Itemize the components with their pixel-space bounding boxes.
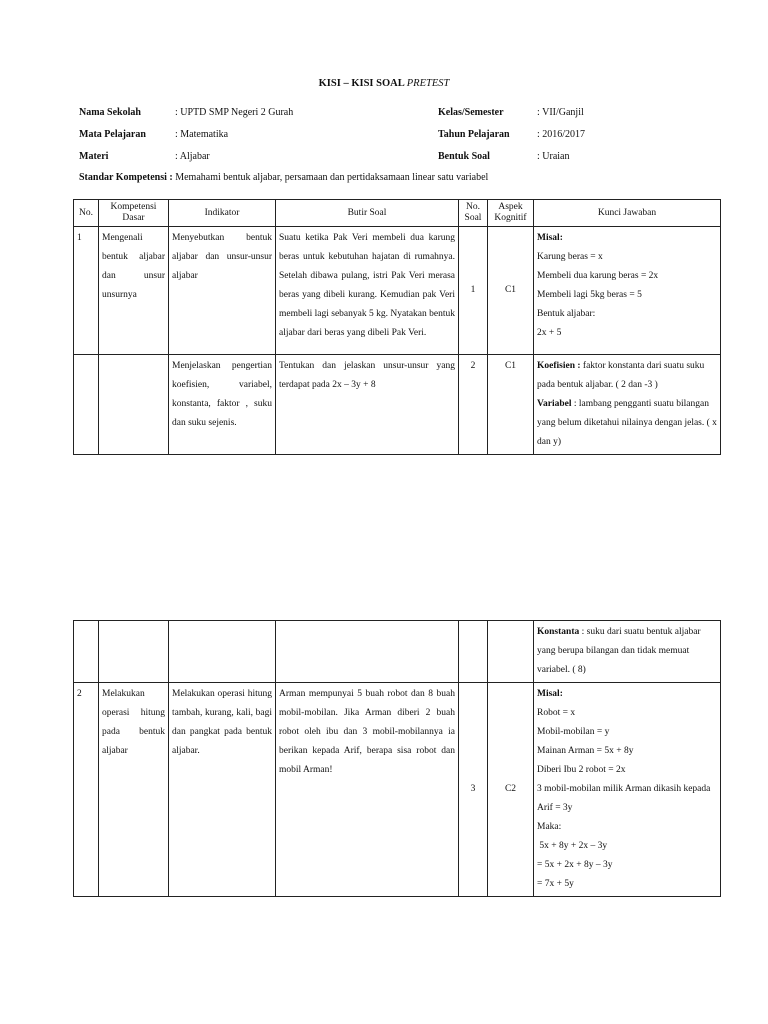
header-no-soal: No. Soal: [459, 200, 488, 227]
kunci-line: Mobil-mobilan = y: [537, 727, 610, 737]
mata-pelajaran-value: : Matematika: [175, 129, 229, 140]
table-row: [74, 227, 721, 355]
row-kunci-jawaban: [534, 355, 721, 455]
kunci-line: Karung beras = x: [537, 252, 603, 262]
row-indikator: Menyebutkan bentuk aljabar dan unsur-unsur aljabar: [169, 227, 276, 355]
header-no: No.: [74, 200, 99, 227]
header-butir-soal: Butir Soal: [276, 200, 459, 227]
row-no-soal: 1: [459, 227, 488, 355]
header-indikator: Indikator: [169, 200, 276, 227]
row-no-soal: 2: [459, 355, 488, 455]
row-indikator: Menjelaskan pengertian koefisien, variabel, konstanta, faktor , suku dan suku sejenis.: [169, 355, 276, 455]
kunci-line: Mainan Arman = 5x + 8y: [537, 746, 634, 756]
row-aspek-kognitif: C1: [488, 227, 534, 355]
row-indikator: [169, 621, 276, 683]
kelas-value: : VII/Ganjil: [537, 107, 584, 118]
kunci-line: Bentuk aljabar:: [537, 309, 596, 319]
table-row: [74, 683, 721, 897]
bentuk-soal-label: Bentuk Soal: [438, 151, 490, 162]
kunci-line: Membeli dua karung beras = 2x: [537, 271, 659, 281]
kunci-line: Diberi Ibu 2 robot = 2x: [537, 765, 626, 775]
row-no-soal: 3: [459, 683, 488, 897]
mata-pelajaran-label: Mata Pelajaran: [79, 129, 146, 140]
tahun-value: : 2016/2017: [537, 129, 586, 140]
page-title: KISI – KISI SOAL PRETEST: [318, 78, 450, 89]
nama-sekolah-value: : UPTD SMP Negeri 2 Gurah: [175, 107, 294, 118]
kunci-konstanta: Konstanta : suku dari suatu bentuk aljabar yang berupa bilangan dan tidak memuat variabel. ( 8): [537, 627, 701, 675]
kunci-line: = 5x + 2x + 8y – 3y: [537, 860, 613, 870]
kunci-line: Membeli lagi 5kg beras = 5: [537, 290, 642, 300]
row-kunci-jawaban: [534, 227, 721, 355]
row-kompetensi-dasar: [99, 355, 169, 455]
kunci-line: 3 mobil-mobilan milik Arman dikasih kepada Arif = 3y: [537, 784, 711, 813]
header-aspek-kognitif: Aspek Kognitif: [488, 200, 534, 227]
kunci-line: 5x + 8y + 2x – 3y: [537, 841, 608, 851]
row-kompetensi-dasar: Melakukan operasi hitung pada bentuk aljabar: [99, 683, 169, 897]
kisi-table-2: [73, 620, 721, 897]
kunci-koefisien: Koefisien : faktor konstanta dari suatu suku pada bentuk aljabar. ( 2 dan -3 ): [537, 361, 705, 390]
materi-label: Materi: [79, 151, 109, 162]
row-kompetensi-dasar: [99, 621, 169, 683]
row-kompetensi-dasar: Mengenali bentuk aljabar dan unsur unsurnya: [99, 227, 169, 355]
header-kunci-jawaban: Kunci Jawaban: [534, 200, 721, 227]
row-no: [74, 621, 99, 683]
nama-sekolah-label: Nama Sekolah: [79, 107, 141, 118]
row-no: [74, 355, 99, 455]
kunci-line: Maka:: [537, 822, 562, 832]
row-indikator: Melakukan operasi hitung tambah, kurang, kali, bagi dan pangkat pada bentuk aljabar.: [169, 683, 276, 897]
kunci-line: Robot = x: [537, 708, 576, 718]
kisi-table-1: [73, 199, 721, 455]
row-kunci-jawaban: [534, 621, 721, 683]
kunci-line: Misal:: [537, 689, 563, 699]
row-butir-soal: Suatu ketika Pak Veri membeli dua karung beras untuk kebutuhan hajatan di rumahnya. Setelah dibawa pulang, istri Pak Veri merasa beras yang dibeli kurang. Kemudian pak Veri membeli lagi sebanyak 5 kg. Nyatakan bentuk aljabar dari beras yang dibeli Pak Veri.: [276, 227, 459, 355]
kunci-line: 2x + 5: [537, 328, 562, 338]
kelas-label: Kelas/Semester: [438, 107, 504, 118]
kunci-line: Misal:: [537, 233, 563, 243]
row-aspek-kognitif: [488, 621, 534, 683]
materi-value: : Aljabar: [175, 151, 210, 162]
header-kompetensi-dasar: Kompetensi Dasar: [99, 200, 169, 227]
table-header-row: [74, 200, 721, 227]
row-butir-soal: [276, 621, 459, 683]
row-no: 2: [74, 683, 99, 897]
bentuk-soal-value: : Uraian: [537, 151, 570, 162]
table-row: [74, 355, 721, 455]
row-aspek-kognitif: C1: [488, 355, 534, 455]
row-butir-soal: Tentukan dan jelaskan unsur-unsur yang terdapat pada 2x – 3y + 8: [276, 355, 459, 455]
row-no-soal: [459, 621, 488, 683]
row-no: 1: [74, 227, 99, 355]
row-butir-soal: Arman mempunyai 5 buah robot dan 8 buah mobil-mobilan. Jika Arman diberi 2 buah robot oleh ibu dan 3 mobil-mobilannya ia berikan kepada Arif, berapa sisa robot dan mobil Arman!: [276, 683, 459, 897]
kunci-variabel: Variabel : lambang pengganti suatu bilangan yang belum diketahui nilainya dengan jelas. ( x dan y): [537, 399, 717, 447]
row-aspek-kognitif: C2: [488, 683, 534, 897]
kunci-line: = 7x + 5y: [537, 879, 574, 889]
table-row: [74, 621, 721, 683]
row-kunci-jawaban: [534, 683, 721, 897]
standar-kompetensi: Standar Kompetensi : Memahami bentuk aljabar, persamaan dan pertidaksamaan linear satu variabel: [79, 172, 489, 183]
tahun-label: Tahun Pelajaran: [438, 129, 510, 140]
